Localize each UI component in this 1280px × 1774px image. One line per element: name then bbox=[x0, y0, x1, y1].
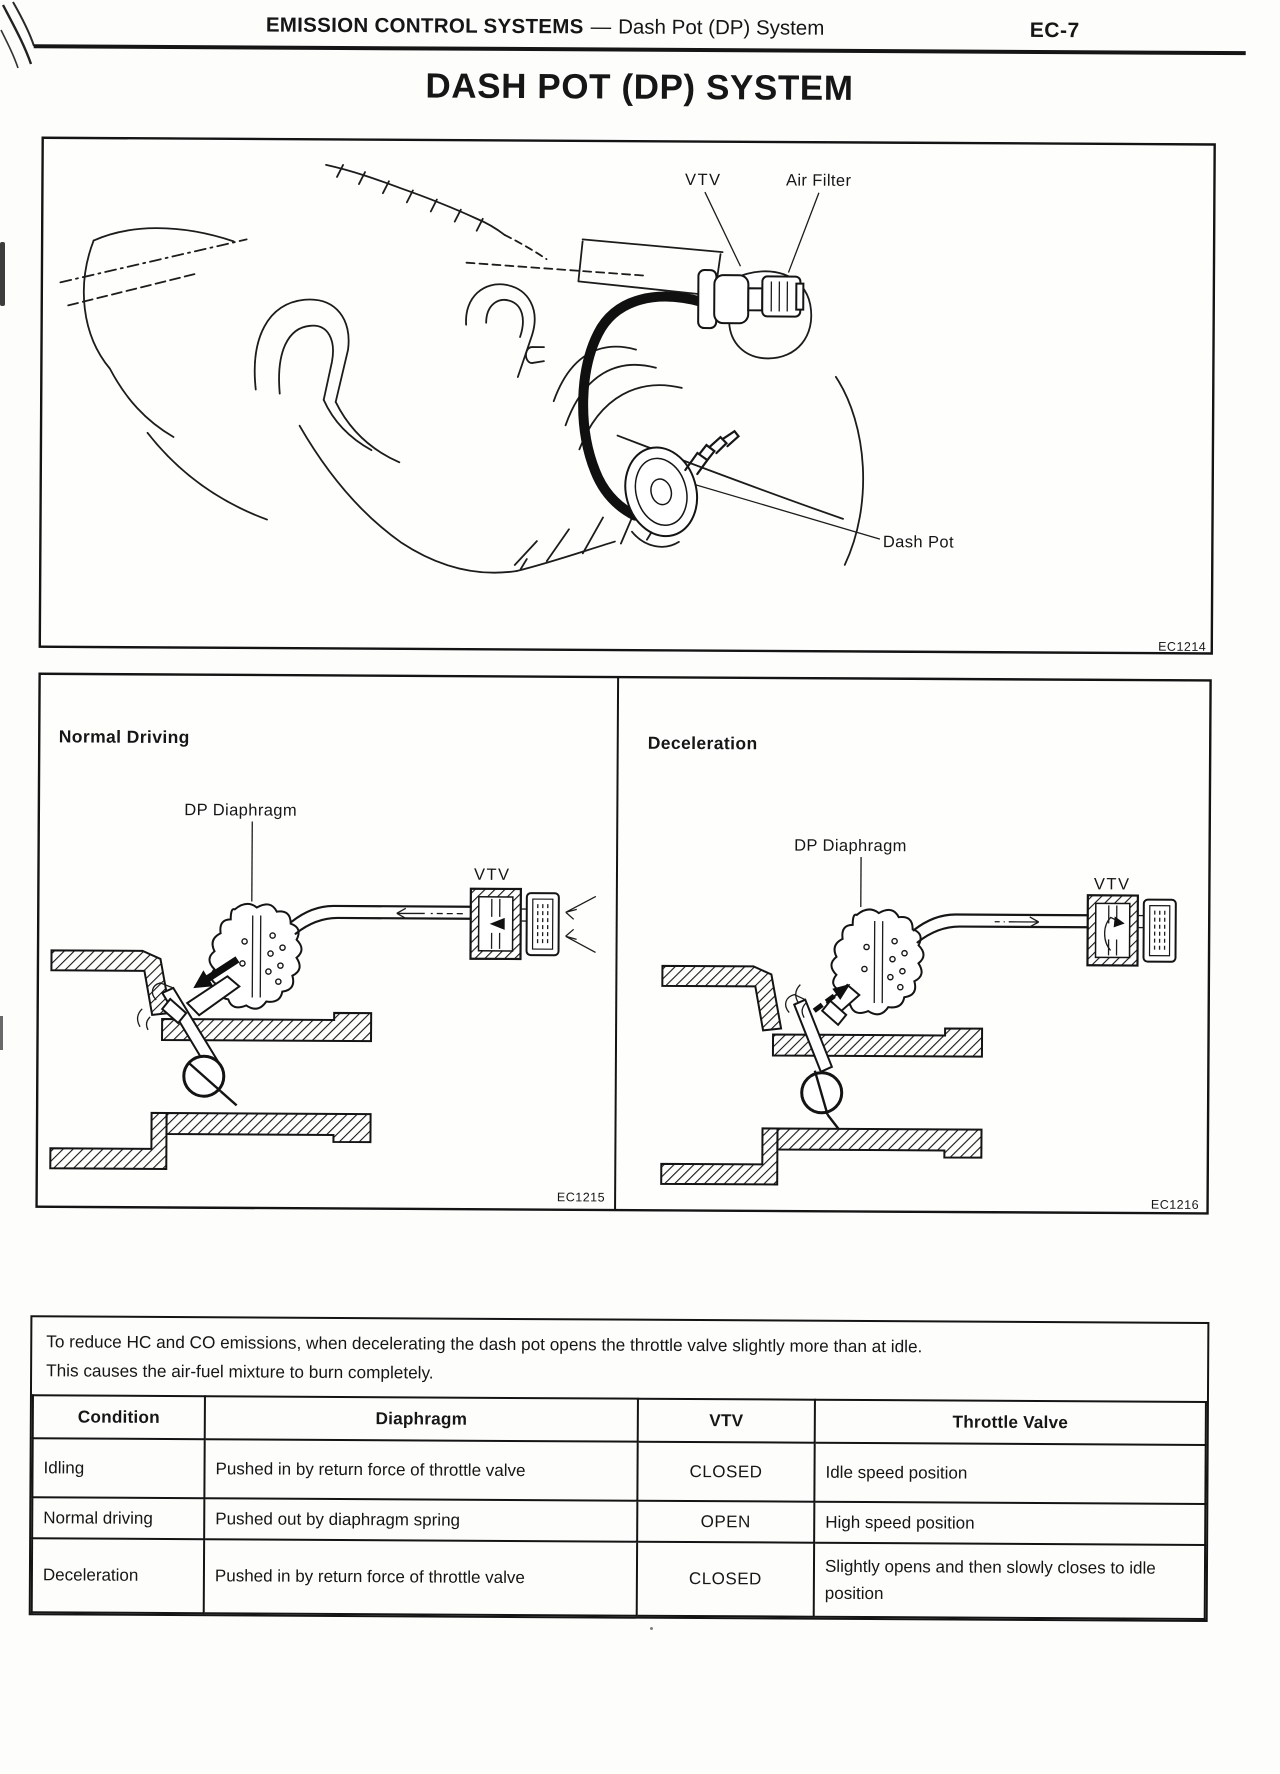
header-separator: — bbox=[590, 15, 612, 39]
dp-diaphragm-label: DP Diaphragm bbox=[184, 801, 298, 820]
table-row bbox=[32, 1497, 1205, 1545]
table-row bbox=[32, 1438, 1205, 1504]
panel-heading: Deceleration bbox=[647, 732, 758, 754]
cell-throttle bbox=[814, 1443, 1205, 1504]
header-subsection: Dash Pot (DP) System bbox=[618, 15, 825, 40]
cell-throttle bbox=[814, 1543, 1205, 1619]
cell-text: Pushed out by diaphragm spring bbox=[215, 1508, 461, 1530]
dp-diaphragm-label: DP Diaphragm bbox=[794, 836, 907, 856]
header-rule bbox=[34, 44, 1246, 55]
vtv-label: VTV bbox=[1093, 875, 1131, 894]
summary-line-2: This causes the air-fuel mixture to burn completely. bbox=[46, 1360, 434, 1383]
panel-heading: Normal Driving bbox=[58, 726, 190, 748]
cell-text: Pushed in by return force of throttle valve bbox=[214, 1566, 525, 1588]
page-number: EC-7 bbox=[1029, 18, 1080, 43]
figure-code: EC1215 bbox=[556, 1190, 606, 1205]
col-header-condition: Condition bbox=[33, 1395, 205, 1439]
vtv-and-filter bbox=[1087, 895, 1175, 966]
figure-code: EC1216 bbox=[1150, 1197, 1200, 1212]
air-filter-component bbox=[762, 276, 803, 316]
operation-figure bbox=[35, 672, 1212, 1215]
table-row bbox=[32, 1538, 1205, 1619]
cell-throttle bbox=[814, 1502, 1205, 1545]
condition-table bbox=[31, 1394, 1207, 1620]
overview-figure bbox=[38, 136, 1216, 655]
air-filter-label: Air Filter bbox=[785, 171, 852, 190]
cell-vtv: CLOSED bbox=[637, 1442, 814, 1502]
cell-text: Slightly opens and then slowly closes to idle position bbox=[824, 1556, 1156, 1604]
figure-border bbox=[40, 138, 1215, 654]
cell-vtv: OPEN bbox=[637, 1501, 814, 1543]
vtv-label: VTV bbox=[473, 865, 511, 884]
figure-code: EC1214 bbox=[1158, 639, 1207, 654]
cell-text: High speed position bbox=[825, 1512, 975, 1533]
vtv-and-filter bbox=[470, 889, 558, 960]
summary-paragraph bbox=[32, 1317, 1207, 1401]
page-header bbox=[266, 14, 825, 41]
page-title: DASH POT (DP) SYSTEM bbox=[425, 66, 854, 108]
table-header-row bbox=[33, 1395, 1206, 1445]
col-header-vtv: VTV bbox=[638, 1399, 815, 1443]
cell-text: Pushed in by return force of throttle valve bbox=[215, 1458, 526, 1480]
summary-line-1: To reduce HC and CO emissions, when decelerating the dash pot opens the throttle valve slightly more than at idle. bbox=[46, 1331, 923, 1357]
cell-condition: Normal driving bbox=[32, 1497, 204, 1539]
col-header-throttle-valve: Throttle Valve bbox=[815, 1400, 1206, 1445]
summary-box bbox=[29, 1315, 1210, 1622]
cell-text: Idle speed position bbox=[825, 1462, 968, 1483]
cell-diaphragm bbox=[204, 1439, 637, 1500]
cell-vtv: CLOSED bbox=[637, 1542, 814, 1617]
cell-condition: Idling bbox=[32, 1438, 204, 1498]
header-section: EMISSION CONTROL SYSTEMS bbox=[265, 13, 584, 39]
cell-diaphragm bbox=[204, 1539, 637, 1615]
cell-diaphragm bbox=[204, 1498, 637, 1541]
dash-pot-label: Dash Pot bbox=[882, 533, 955, 552]
vtv-label: VTV bbox=[684, 170, 722, 190]
col-header-diaphragm: Diaphragm bbox=[205, 1396, 638, 1441]
cell-condition: Deceleration bbox=[32, 1538, 204, 1613]
